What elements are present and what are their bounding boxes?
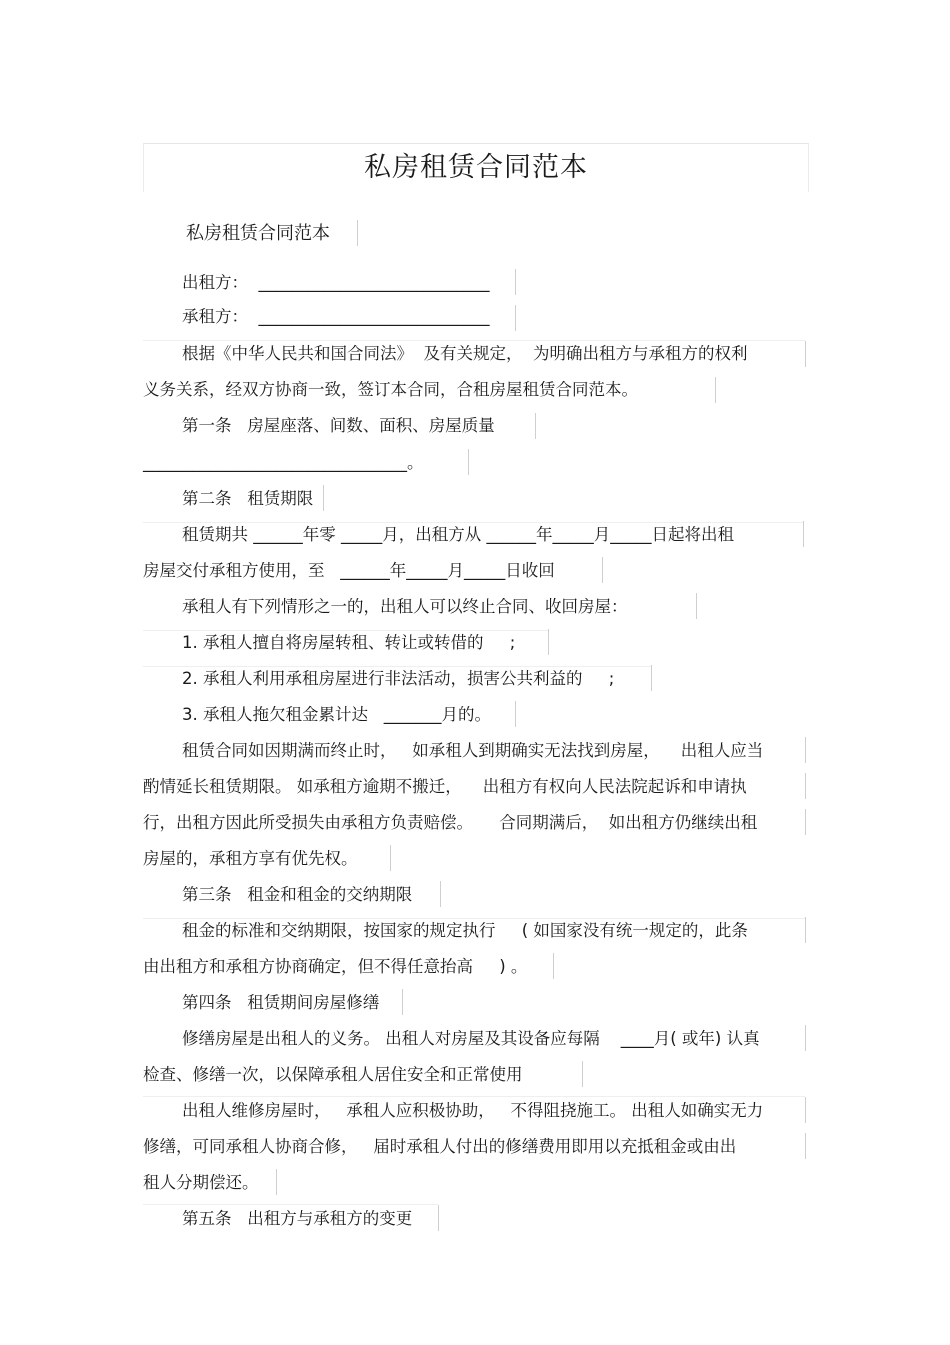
divider bbox=[440, 881, 441, 907]
divider bbox=[803, 521, 804, 547]
article-heading: 第一条 房屋座落、间数、面积、房屋质量 bbox=[182, 416, 495, 435]
article-heading: 第四条 租赁期间房屋修缮 bbox=[182, 993, 380, 1012]
paragraph-line: 承租人有下列情形之一的，出租人可以终止合同、收回房屋： bbox=[182, 597, 628, 616]
divider bbox=[805, 1097, 806, 1123]
paragraph-line: 修缮，可同承租人协商合修， 届时承租人付出的修缮费用即用以充抵租金或由出 bbox=[143, 1137, 737, 1156]
guide-line bbox=[143, 522, 803, 523]
document-subtitle: 私房租赁合同范本 bbox=[186, 223, 330, 244]
guide-line bbox=[143, 918, 805, 919]
divider bbox=[515, 269, 516, 295]
divider bbox=[402, 989, 403, 1015]
paragraph-line: 租金的标准和交纳期限，按国家的规定执行 ( 如国家没有统一规定的，此条 bbox=[182, 921, 748, 940]
divider bbox=[323, 485, 324, 511]
paragraph-line: 义务关系，经双方协商一致，签订本合同，合租房屋租赁合同范本。 bbox=[143, 380, 638, 399]
divider bbox=[805, 341, 806, 367]
divider bbox=[602, 557, 603, 583]
paragraph-line: 租赁期共 ______年零 _____月，出租方从 ______年_____月_____日起将出租 bbox=[182, 525, 734, 544]
paragraph-line: 修缮房屋是出租人的义务。 出租人对房屋及其设备应每隔 ____月( 或年) 认真 bbox=[182, 1029, 760, 1048]
article-heading: 第三条 租金和租金的交纳期限 bbox=[182, 885, 413, 904]
article-heading: 第二条 租赁期限 bbox=[182, 489, 314, 508]
paragraph-line: 房屋的，承租方享有优先权。 bbox=[143, 849, 358, 868]
divider bbox=[515, 701, 516, 727]
title-box bbox=[143, 143, 809, 192]
divider bbox=[468, 449, 469, 475]
divider bbox=[696, 593, 697, 619]
divider bbox=[515, 305, 516, 331]
document-title: 私房租赁合同范本 bbox=[364, 152, 588, 183]
paragraph-line: 由出租方和承租方协商确定，但不得任意抬高 ) 。 bbox=[143, 957, 528, 976]
blank-line: ________________________________。 bbox=[143, 453, 424, 472]
divider bbox=[535, 413, 536, 439]
paragraph-line: 酌情延长租赁期限。 如承租方逾期不搬迁， 出租方有权向人民法院起诉和申请执 bbox=[143, 777, 747, 796]
divider bbox=[805, 1025, 806, 1051]
list-item: 3. 承租人拖欠租金累计达 _______月的。 bbox=[182, 705, 491, 724]
list-item: 1. 承租人擅自将房屋转租、转让或转借的 ; bbox=[182, 633, 516, 652]
divider bbox=[805, 809, 806, 835]
guide-line bbox=[143, 630, 548, 631]
list-item: 2. 承租人利用承租房屋进行非法活动，损害公共利益的 ; bbox=[182, 669, 615, 688]
guide-line bbox=[143, 1204, 438, 1205]
paragraph-line: 房屋交付承租方使用，至 ______年_____月_____日收回 bbox=[143, 561, 555, 580]
divider bbox=[553, 953, 554, 979]
divider bbox=[390, 845, 391, 871]
lessee-line: 承租方： ____________________________ bbox=[182, 307, 490, 326]
divider bbox=[276, 1169, 277, 1195]
lessor-line: 出租方： ____________________________ bbox=[182, 273, 490, 292]
divider bbox=[805, 737, 806, 763]
divider bbox=[438, 1205, 439, 1231]
paragraph-line: 租赁合同如因期满而终止时， 如承租人到期确实无法找到房屋， 出租人应当 bbox=[182, 741, 764, 760]
paragraph-line: 根据《中华人民共和国合同法》 及有关规定， 为明确出租方与承租方的权利 bbox=[182, 344, 748, 363]
divider bbox=[805, 773, 806, 799]
divider bbox=[651, 665, 652, 691]
paragraph-line: 行，出租方因此所受损失由承租方负责赔偿。 合同期满后， 如出租方仍继续出租 bbox=[143, 813, 758, 832]
guide-line bbox=[143, 1096, 805, 1097]
article-heading: 第五条 出租方与承租方的变更 bbox=[182, 1209, 413, 1228]
guide-line bbox=[143, 666, 651, 667]
divider bbox=[805, 917, 806, 943]
paragraph-line: 租人分期偿还。 bbox=[143, 1173, 259, 1192]
divider bbox=[357, 220, 358, 246]
divider bbox=[548, 629, 549, 655]
paragraph-line: 出租人维修房屋时， 承租人应积极协助， 不得阻挠施工。 出租人如确实无力 bbox=[182, 1101, 764, 1120]
divider bbox=[805, 1133, 806, 1159]
divider bbox=[715, 377, 716, 403]
divider bbox=[582, 1061, 583, 1087]
paragraph-line: 检查、修缮一次，以保障承租人居住安全和正常使用 bbox=[143, 1065, 523, 1084]
guide-line bbox=[143, 340, 805, 341]
